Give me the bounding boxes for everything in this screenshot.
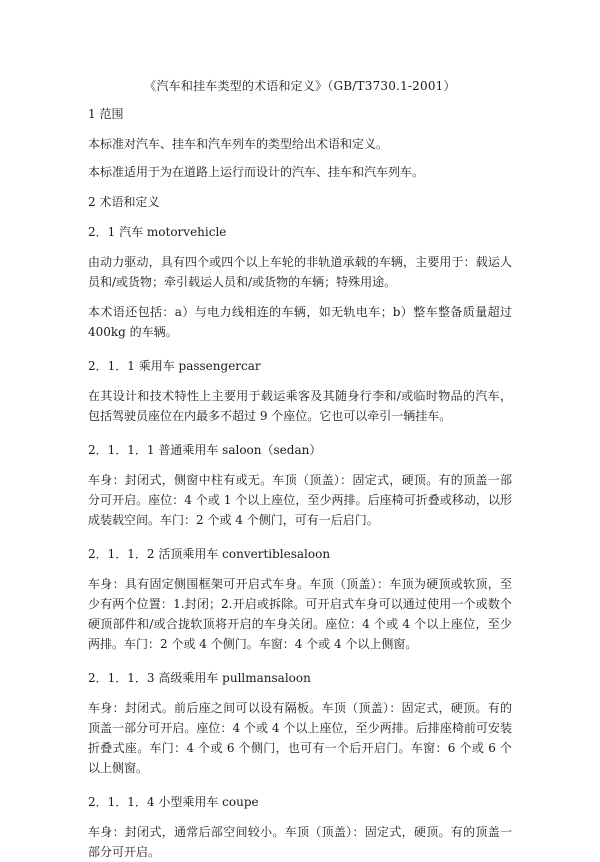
paragraph-scope-2: 本标准适用于为在道路上运行而设计的汽车、挂车和汽车列车。 (88, 165, 425, 179)
term-heading-2-1-1-1: 2．1．1．1 普通乘用车 saloon（sedan） (88, 443, 322, 457)
term-heading-2-1-1-2: 2．1．1．2 活顶乘用车 convertiblesaloon (88, 547, 331, 561)
section-heading-scope: 1 范围 (88, 107, 124, 121)
term-heading-2-1-1: 2．1．1 乘用车 passengercar (88, 359, 261, 373)
document-title: 《汽车和挂车类型的术语和定义》（GB/T3730.1-2001） (144, 79, 456, 93)
paragraph-convertiblesaloon: 车身：具有固定侧围框架可开启式车身。车顶（顶盖）：车顶为硬顶或软顶，至少有两个位置：1.封闭；2.开启或拆除。可开启式车身可以通过使用一个或数个硬顶部件和/或合拢软顶将开启的车身关闭。座位：4 个或 4 个以上座位，至少两排。车门：2 个或 4 个侧门。车窗：4 个或 4 个以上侧窗。 (88, 577, 512, 651)
paragraph-saloon: 车身：封闭式，侧窗中柱有或无。车顶（顶盖）：固定式，硬顶。有的顶盖一部分可开启。座位：4 个或 1 个以上座位，至少两排。后座椅可折叠或移动，以形成装载空间。车门：2 个或 4 个侧门，可有一后启门。 (88, 473, 512, 527)
term-heading-2-1-1-3: 2．1．1．3 高级乘用车 pullmansaloon (88, 671, 311, 685)
section-heading-terms: 2 术语和定义 (88, 195, 160, 209)
paragraph-passengercar: 在其设计和技术特性上主要用于载运乘客及其随身行李和/或临时物品的汽车，包括驾驶员座位在内最多不超过 9 个座位。它也可以牵引一辆挂车。 (88, 389, 512, 423)
term-heading-2-1: 2．1 汽车 motorvehicle (88, 225, 227, 239)
paragraph-pullmansaloon: 车身：封闭式。前后座之间可以设有隔板。车顶（顶盖）：固定式，硬顶。有的顶盖一部分可开启。座位：4 个或 4 个以上座位，至少两排。后排座椅前可安装折叠式座。车门：4 个或 6 个侧门，也可有一个后开启门。车窗：6 个或 6 个以上侧窗。 (88, 701, 512, 775)
paragraph-motorvehicle-includes: 本术语还包括：a）与电力线相连的车辆，如无轨电车；b）整车整备质量超过400kg 的车辆。 (88, 305, 512, 339)
paragraph-coupe: 车身：封闭式，通常后部空间较小。车顶（顶盖）：固定式，硬顶。有的顶盖一部分可开启。 (88, 825, 512, 859)
term-heading-2-1-1-4: 2．1．1．4 小型乘用车 coupe (88, 795, 259, 809)
paragraph-motorvehicle-definition: 由动力驱动，具有四个或四个以上车轮的非轨道承载的车辆，主要用于：载运人员和/或货物；牵引载运人员和/或货物的车辆；特殊用途。 (88, 255, 512, 289)
paragraph-scope-1: 本标准对汽车、挂车和汽车列车的类型给出术语和定义。 (88, 137, 389, 151)
